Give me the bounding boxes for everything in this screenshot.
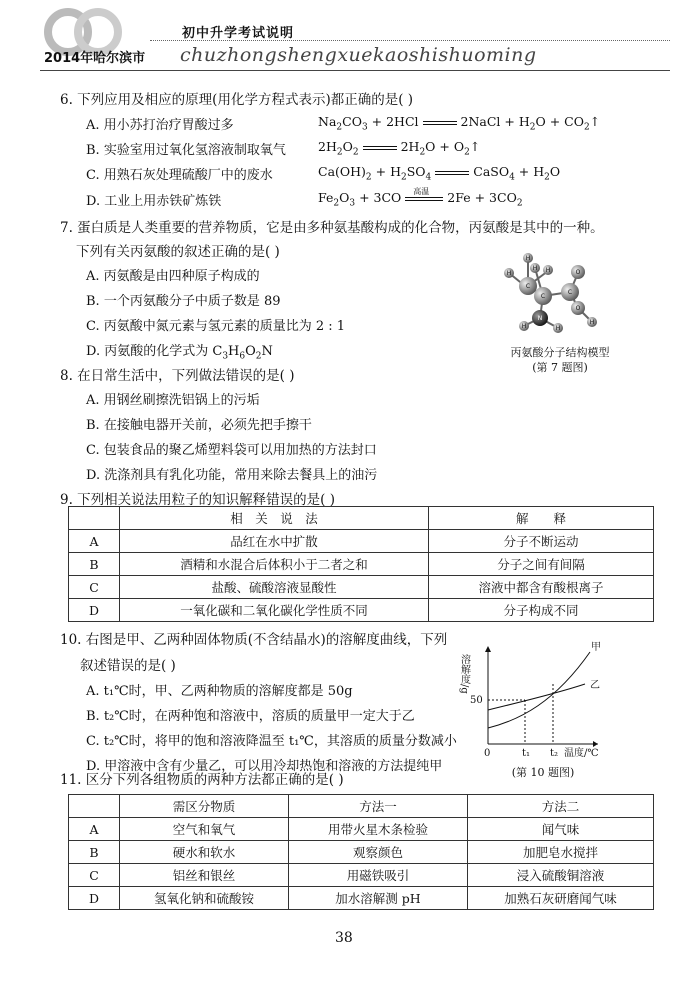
- table-row: C 盐酸、硫酸溶液显酸性 溶液中都含有酸根离子: [69, 576, 654, 599]
- solubility-chart: [460, 632, 610, 764]
- table-header-cell: 方法一: [289, 795, 468, 818]
- header-year: 2014年哈尔滨市: [44, 51, 146, 66]
- page-number: 38: [335, 930, 353, 946]
- q7-stem-line1: 7. 蛋白质是人类重要的营养物质，它是由多种氨基酸构成的化合物，丙氨酸是其中的一种。: [60, 220, 604, 236]
- header-title: 初中升学考试说明: [182, 26, 295, 41]
- q7-option-a: A. 丙氨酸是由四种原子构成的: [86, 269, 260, 284]
- table-header-cell: 相 关 说 法: [120, 507, 429, 530]
- q7-stem-line2: 下列有关丙氨酸的叙述正确的是( ): [76, 244, 280, 260]
- svg-text:C: C: [540, 293, 546, 300]
- svg-text:H: H: [555, 325, 561, 332]
- table-header-cell: 解 释: [429, 507, 654, 530]
- table-row: D 氢氧化钠和硫酸铵 加水溶解测 pH 加熟石灰研磨闻气味: [69, 887, 654, 910]
- q7-figure-caption: 丙氨酸分子结构模型: [510, 346, 610, 359]
- q10-option-b: B. t₂℃时，在两种饱和溶液中，溶质的质量甲一定大于乙: [86, 709, 415, 724]
- curve-jia: [488, 652, 590, 728]
- q6-option-a: A. 用小苏打治疗胃酸过多: [86, 118, 234, 133]
- svg-text:H: H: [525, 255, 531, 262]
- q7-option-d: D. 丙氨酸的化学式为 $C_3H_6O_2N$: [86, 344, 273, 362]
- series-label-yi: 乙: [590, 680, 600, 691]
- q8-option-c: C. 包装食品的聚乙烯塑料袋可以用加热的方法封口: [86, 443, 377, 458]
- svg-text:C: C: [567, 289, 573, 296]
- q6-equation-a: $Na_2CO_3 + 2HCl$ 2NaCl + $H_2O$ + $CO_2↑$: [318, 114, 601, 133]
- q8-option-b: B. 在接触电器开关前，必须先把手擦干: [86, 418, 312, 433]
- reaction-condition: 高温: [413, 186, 430, 196]
- q8-stem: 8. 在日常生活中，下列做法错误的是( ): [60, 368, 295, 384]
- q6-option-d: D. 工业上用赤铁矿炼铁: [86, 194, 222, 209]
- q8-option-a: A. 用钢丝刷擦洗铝锅上的污垢: [86, 393, 260, 408]
- svg-text:H: H: [521, 323, 527, 330]
- q10-stem-line1: 10. 右图是甲、乙两种固体物质(不含结晶水)的溶解度曲线，下列: [60, 632, 448, 648]
- origin-label: 0: [484, 748, 491, 759]
- y-axis-label: 溶解度/g: [458, 654, 470, 694]
- q11-table: [68, 794, 654, 910]
- table-row: C 铝丝和银丝 用磁铁吸引 浸入硫酸铜溶液: [69, 864, 654, 887]
- q10-option-d: D. 甲溶液中含有少量乙，可以用冷却热饱和溶液的方法提纯甲: [86, 759, 443, 774]
- svg-text:H: H: [545, 267, 551, 274]
- svg-text:C: C: [525, 283, 531, 290]
- q10-figure-caption: (第 10 题图): [511, 766, 575, 779]
- q7-option-c: C. 丙氨酸中氮元素与氢元素的质量比为 2 : 1: [86, 319, 346, 334]
- svg-text:H: H: [532, 265, 538, 272]
- series-label-jia: 甲: [591, 642, 601, 653]
- table-header-cell: 方法二: [468, 795, 654, 818]
- q6-equation-b: $2H_2O_2$ $2H_2O$ + $O_2↑$: [318, 139, 481, 158]
- q10-option-c: C. t₂℃时，将甲的饱和溶液降温至 t₁℃，其溶质的质量分数减小: [86, 734, 457, 749]
- q9-stem: 9. 下列相关说法用粒子的知识解释错误的是( ): [60, 492, 335, 508]
- table-row: D 一氧化碳和二氧化碳化学性质不同 分子构成不同: [69, 599, 654, 622]
- table-row: A 空气和氧气 用带火星木条检验 闻气味: [69, 818, 654, 841]
- y-tick-50: 50: [470, 695, 483, 706]
- q7-option-b: B. 一个丙氨酸分子中质子数是 89: [86, 294, 281, 309]
- header-pinyin: chuzhongshengxuekaoshishuoming: [180, 44, 537, 66]
- header-rule: [40, 70, 670, 71]
- q11-stem: 11. 区分下列各组物质的两种方法都正确的是( ): [60, 772, 344, 788]
- q7-figure-number: (第 7 题图): [532, 361, 588, 374]
- table-row: B 硬水和软水 观察颜色 加肥皂水搅拌: [69, 841, 654, 864]
- svg-text:H: H: [589, 319, 595, 326]
- q10-option-a: A. t₁℃时，甲、乙两种物质的溶解度都是 50g: [86, 684, 353, 699]
- svg-text:O: O: [575, 269, 581, 276]
- svg-text:N: N: [537, 315, 543, 322]
- q6-option-b: B. 实验室用过氧化氢溶液制取氧气: [86, 143, 286, 158]
- svg-text:H: H: [506, 270, 512, 277]
- svg-text:O: O: [575, 305, 581, 312]
- table-row: B 酒精和水混合后体积小于二者之和 分子之间有间隔: [69, 553, 654, 576]
- x-axis-label: 温度/℃: [564, 748, 599, 759]
- header-dotted-rule: [150, 40, 670, 41]
- x-tick-t1: t₁: [522, 748, 531, 759]
- x-tick-t2: t₂: [550, 748, 559, 759]
- table-row: A 品红在水中扩散 分子不断运动: [69, 530, 654, 553]
- q6-stem: 6. 下列应用及相应的原理(用化学方程式表示)都正确的是( ): [60, 92, 414, 108]
- table-header-row: [69, 795, 654, 818]
- q6-equation-d: $Fe_2O_3 + 3CO$ 高温 $2Fe + 3CO_2$: [318, 186, 523, 209]
- table-header-cell: 需区分物质: [120, 795, 289, 818]
- q8-option-d: D. 洗涤剂具有乳化功能，常用来除去餐具上的油污: [86, 468, 378, 483]
- q9-table: [68, 506, 654, 622]
- table-header-row: [69, 507, 654, 530]
- alanine-molecule-model: [480, 238, 640, 344]
- q10-stem-line2: 叙述错误的是( ): [80, 658, 176, 674]
- q6-equation-c: $Ca(OH)_2 + H_2SO_4$ CaSO$_4$ + $H_2O$: [318, 164, 561, 183]
- q6-option-c: C. 用熟石灰处理硫酸厂中的废水: [86, 168, 273, 183]
